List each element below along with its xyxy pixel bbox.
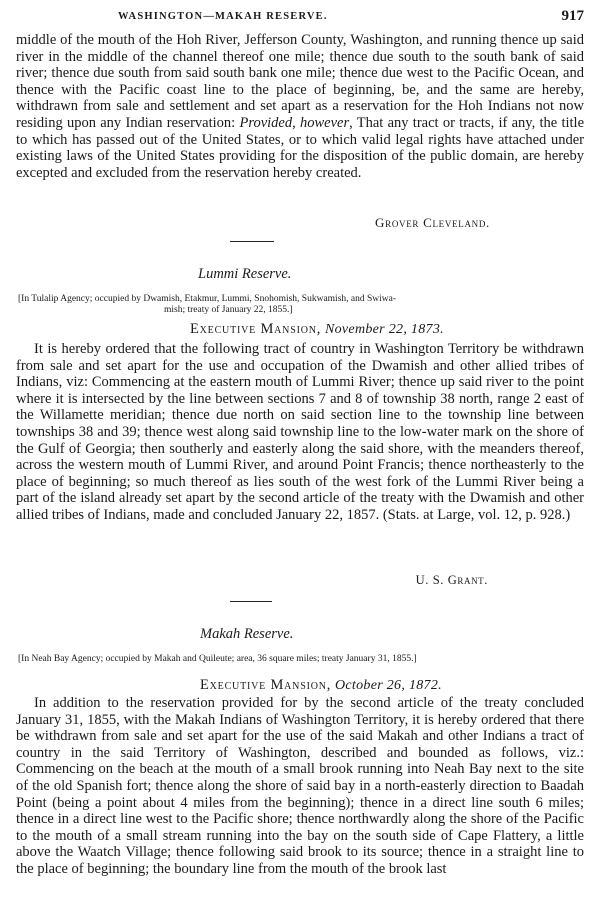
signature-grant: U. S. Grant. xyxy=(415,573,488,587)
makah-title: Makah Reserve. xyxy=(200,626,294,642)
lummi-dateline-date: November 22, 1873. xyxy=(324,322,444,337)
makah-note: [In Neah Bay Agency; occupied by Makah and Quileute; area, 36 square miles; treaty January 31, 1855.] xyxy=(18,654,417,664)
lummi-note xyxy=(18,294,588,316)
hoh-text-before: middle of the mouth of the Hoh River, Jefferson County, Washington, and running thence up said river in the middle of the channel thereof one mile; thence due south to the south bank of said river; thence due south from said south bank one mile; thence due west to the Pacific Ocean, and thence with the Pacific coast line to the place of beginning, be, and the same are hereby, withdrawn from sale and settlement and set apart as a reservation for the Hoh Indians not now residing upon any Indian reservation: xyxy=(16,32,584,131)
hoh-text-after: , That any tract or tracts, if any, the title to which has passed out of the United States, or to which valid legal rights have attached under existing laws of the United States providing for the disposition of the public domain, are hereby excepted and excluded from the reservation hereby created. xyxy=(16,114,585,181)
makah-dateline-label: Executive Mansion, xyxy=(200,677,332,693)
makah-dateline xyxy=(200,677,442,694)
makah-dateline-date: October 26, 1872. xyxy=(334,678,442,693)
makah-order-text: In addition to the reservation provided for by the second article of the treaty concluded January 31, 1855, with the Makah Indians of Washington Territory, it is hereby ordered that there be withdrawn from sale and set apart for the use of the said Makah and other Indians a tract of country in the said Territory of Washington, described and bounded as follows, viz.: Commencing on the beach at the mouth of a small brook running into Neah Bay next to the site of the old Spanish fort; thence along the shore of said bay in a north-easterly direction to Baadah Point (being a point about 4 miles from the beginning); thence in a direct line south 6 miles; thence in a direct line west to the Pacific shore; thence northwardly along the shore of the Pacific to the mouth of a small stream running into the bay on the south side of Cape Flattery, a little above the Waatch Village; thence following said brook to its source; thence in a straight line to the place of beginning; the boundary line from the mouth of the brook last xyxy=(16,695,584,877)
section-divider xyxy=(230,241,274,242)
lummi-dateline xyxy=(190,321,444,338)
lummi-order-text: It is hereby ordered that the following tract of country in Washington Territory be withdrawn from sale and set apart for the use and occupation of the Dwamish and other allied tribes of Indians, viz: Commencing at the eastern mouth of Lummi River; thence up said river to the point where it is intersected by the line between sections 7 and 8 of township 38 north, range 2 east of the Willamette meridian; thence due north on said section line to the township line between townships 38 and 39; thence west along said township line to the low-water mark on the shore of the Gulf of Georgia; then southerly and easterly along the said shore, with the meanders thereof, across the western mouth of Lummi River, and around Point Francis; thence northeasterly to the place of beginning; so much thereof as lies south of the west fork of the Lummi River being a part of the island already set apart by the second article of the treaty with the Dwamish and other allied tribes of Indians, made and concluded January 22, 1857. (Stats. at Large, vol. 12, p. 928.) xyxy=(16,341,584,523)
lummi-note-line2: mish; treaty of January 22, 1855.] xyxy=(164,305,293,315)
signature-cleveland: Grover Cleveland. xyxy=(375,215,490,230)
lummi-dateline-label: Executive Mansion, xyxy=(190,321,322,337)
hoh-proviso: Provided, however xyxy=(239,114,350,131)
lummi-note-line1: [In Tulalip Agency; occupied by Dwamish, Etakmur, Lummi, Snohomish, Sukwamish, and Swiwa- xyxy=(18,294,397,304)
hoh-order-text xyxy=(16,32,584,181)
section-divider-2 xyxy=(230,601,272,602)
page-number: 917 xyxy=(561,8,584,24)
running-title: WASHINGTON—MAKAH RESERVE. xyxy=(118,11,328,22)
running-head xyxy=(0,8,600,28)
lummi-title: Lummi Reserve. xyxy=(198,266,292,282)
